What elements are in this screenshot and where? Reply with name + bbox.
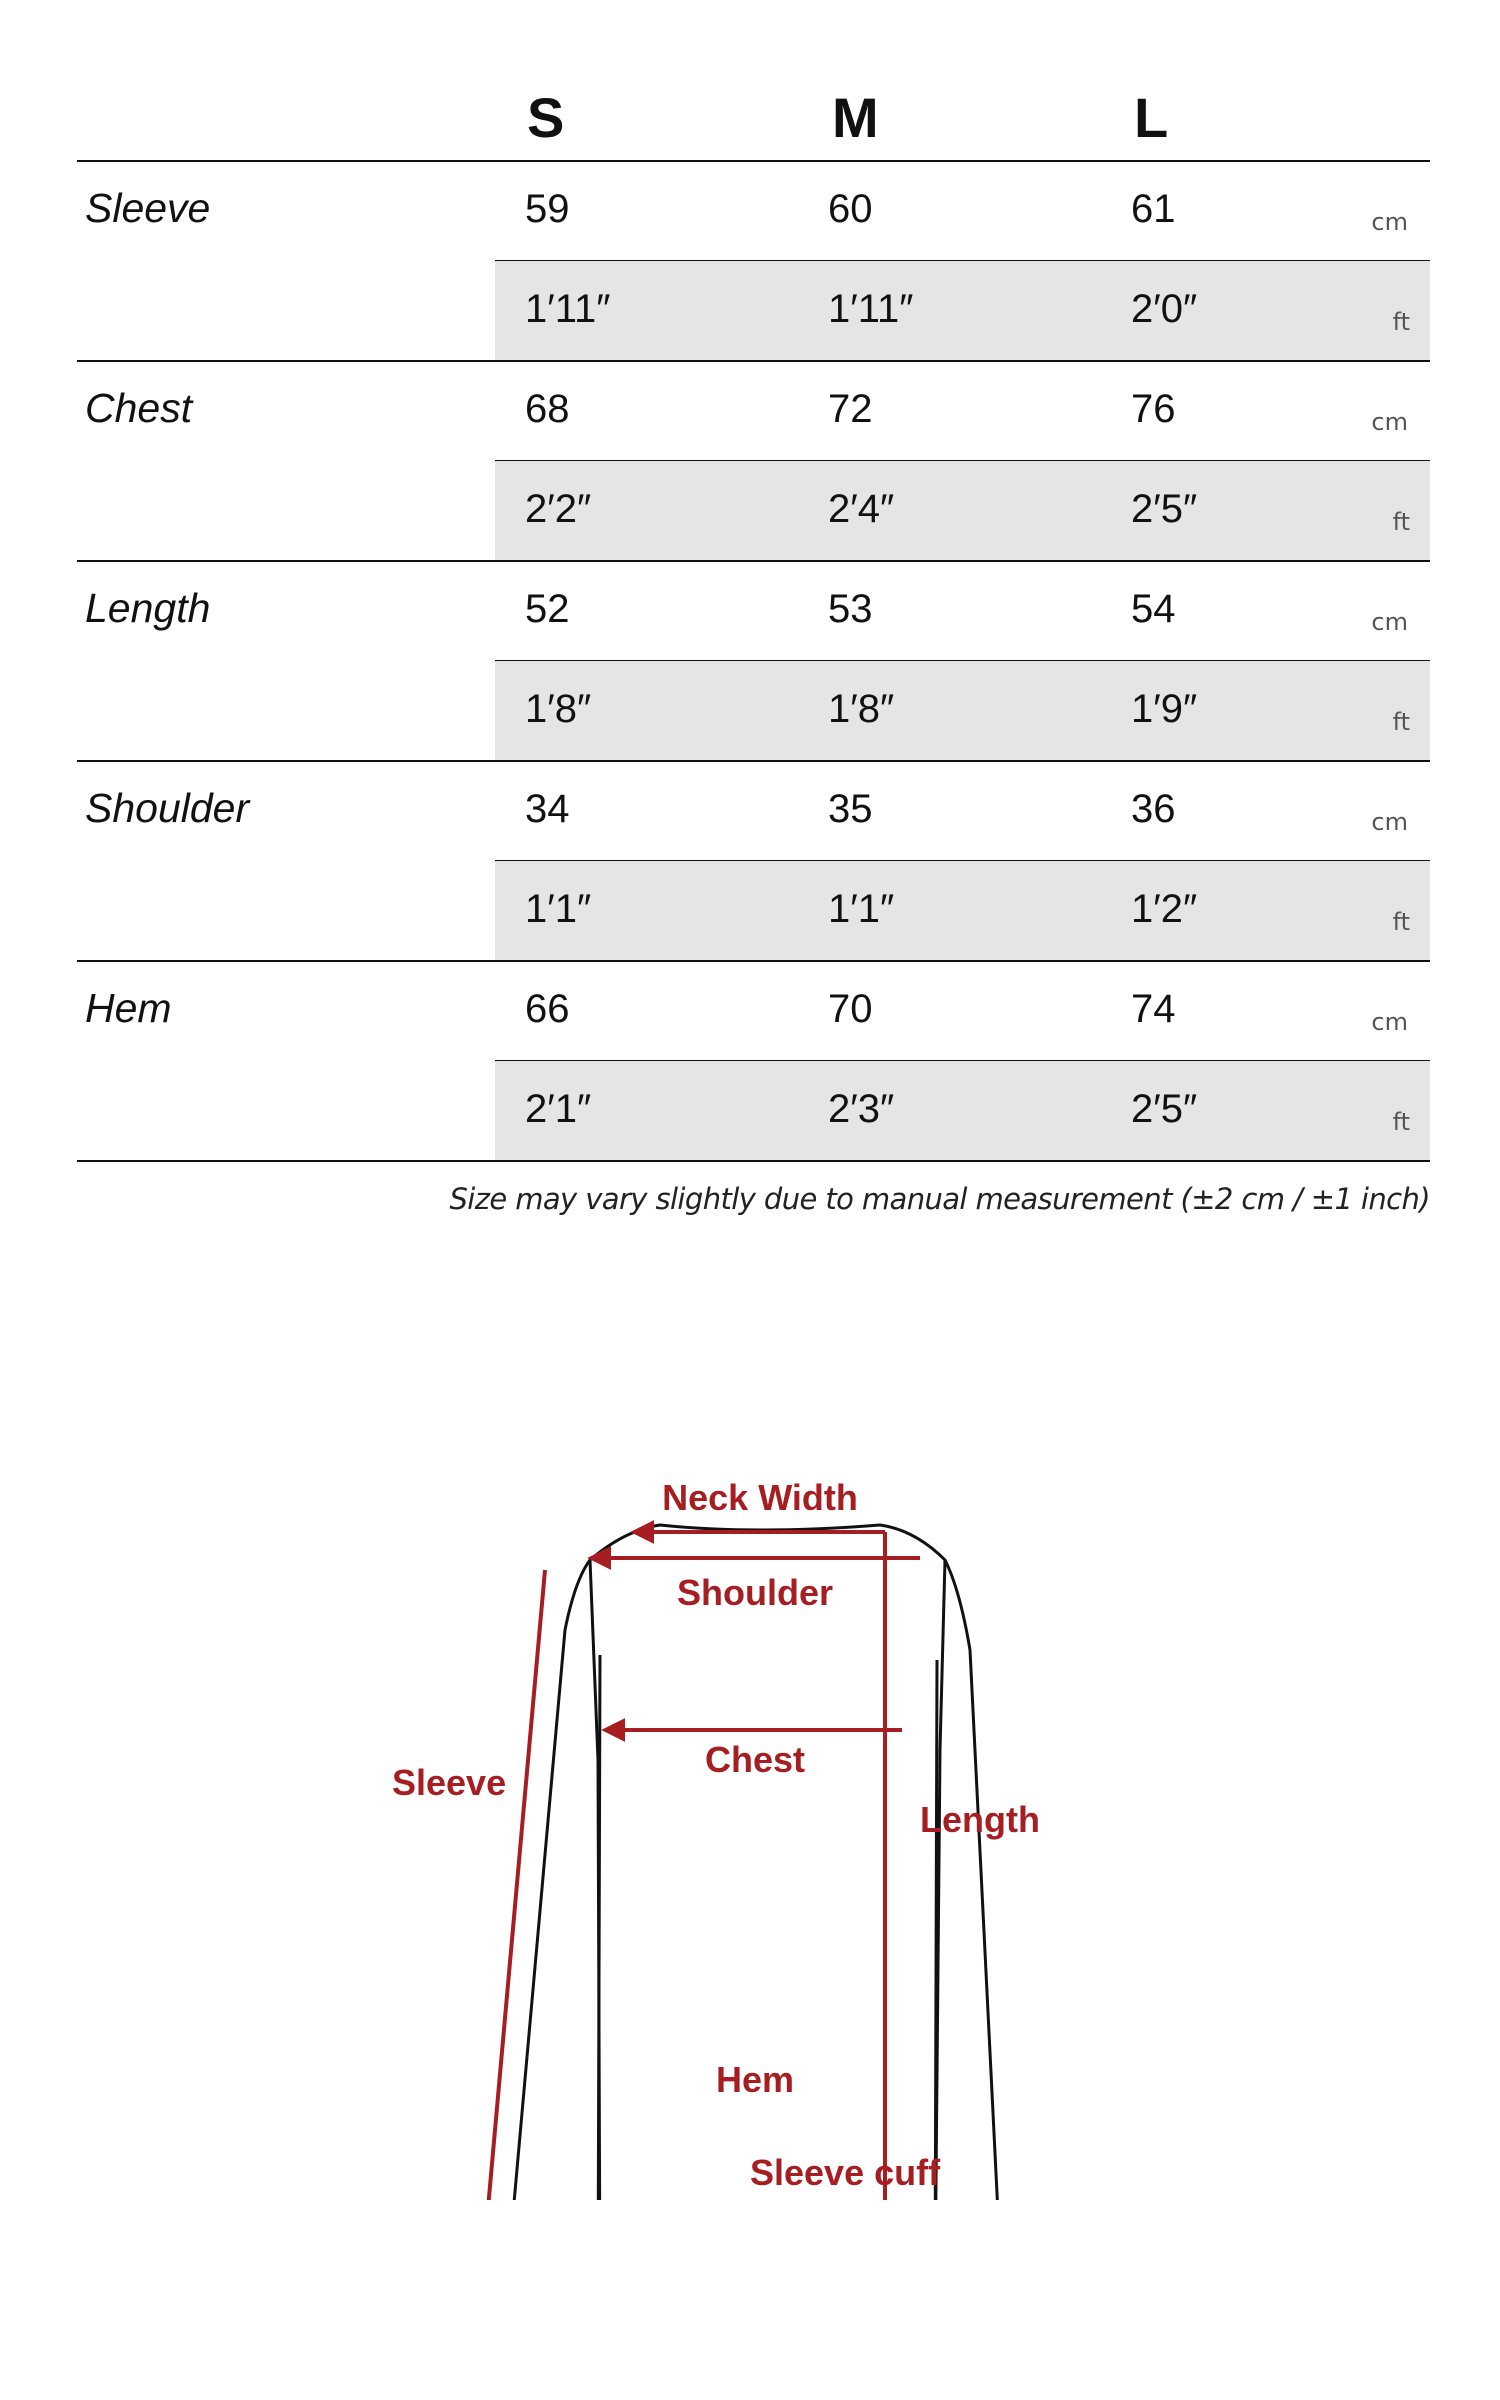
size-header-s: S [527, 86, 565, 149]
sleeve-cm-l: 61 [1131, 187, 1176, 231]
length-ft-s: 1′8″ [525, 687, 592, 731]
row-label-hem: Hem [85, 985, 172, 1031]
unit-ft-label: ft [1392, 508, 1410, 536]
hem-cm-s: 66 [525, 987, 570, 1031]
header-rule [77, 160, 1430, 162]
size-header-m: M [832, 86, 879, 149]
chest-ft-m: 2′4″ [828, 487, 895, 531]
unit-cm-label: cm [1371, 808, 1408, 836]
unit-ft-label: ft [1392, 708, 1410, 736]
row-label-shoulder: Shoulder [85, 785, 250, 831]
hem-label: Hem [715, 2059, 795, 2100]
row-rule [77, 760, 1430, 762]
right-sleeve-outline [918, 1560, 1010, 2200]
neck-width-label: Neck Width [662, 1477, 858, 1518]
sleeve-ft-l: 2′0″ [1131, 287, 1198, 331]
unit-cm-label: cm [1371, 408, 1408, 436]
sleeve-ft-s: 1′11″ [525, 287, 611, 331]
ft-band [495, 661, 1430, 760]
row-rule [77, 560, 1430, 562]
measurement-footnote: Size may vary slightly due to manual measurement (±2 cm / ±1 inch) [449, 1182, 1430, 1216]
hem-ft-l: 2′5″ [1131, 1087, 1198, 1131]
unit-ft-label: ft [1392, 908, 1410, 936]
sleeve-label: Sleeve [392, 1762, 507, 1803]
unit-cm-label: cm [1371, 1008, 1408, 1036]
sleeve-cm-m: 60 [828, 187, 873, 231]
unit-cm-label: cm [1371, 608, 1408, 636]
length-cm-s: 52 [525, 587, 570, 631]
shoulder-ft-l: 1′2″ [1131, 887, 1198, 931]
length-ft-l: 1′9″ [1131, 687, 1198, 731]
chest-ft-s: 2′2″ [525, 487, 592, 531]
ft-band [495, 461, 1430, 560]
row-rule [77, 360, 1430, 362]
sleeve-ft-m: 1′11″ [828, 287, 914, 331]
ft-band [495, 1061, 1430, 1160]
hem-cm-m: 70 [828, 987, 873, 1031]
length-cm-l: 54 [1131, 587, 1176, 631]
sleeve-arrow [470, 1570, 545, 2200]
shoulder-cm-m: 35 [828, 787, 873, 831]
sleeve-cm-s: 59 [525, 187, 570, 231]
unit-cm-label: cm [1371, 208, 1408, 236]
table-bottom-rule [77, 1160, 1430, 1162]
size-table [77, 60, 1430, 1216]
chest-ft-l: 2′5″ [1131, 487, 1198, 531]
row-label-length: Length [85, 585, 211, 631]
hem-cm-l: 74 [1131, 987, 1176, 1031]
size-header-l: L [1134, 86, 1169, 149]
ft-band [495, 261, 1430, 360]
row-label-chest: Chest [85, 385, 193, 431]
shoulder-label: Shoulder [676, 1572, 834, 1613]
chest-label: Chest [704, 1739, 806, 1780]
row-rule [77, 960, 1430, 962]
hem-ft-s: 2′1″ [525, 1087, 592, 1131]
chest-cm-m: 72 [828, 387, 873, 431]
sleeve-cuff-label: Sleeve cuff [750, 2152, 941, 2193]
shoulder-ft-m: 1′1″ [828, 887, 895, 931]
shoulder-cm-s: 34 [525, 787, 570, 831]
shoulder-cm-l: 36 [1131, 787, 1176, 831]
measurement-diagram [0, 1440, 1500, 2200]
hem-ft-m: 2′3″ [828, 1087, 895, 1131]
unit-ft-label: ft [1392, 308, 1410, 336]
length-cm-m: 53 [828, 587, 873, 631]
chest-cm-s: 68 [525, 387, 570, 431]
ft-band [495, 861, 1430, 960]
shoulder-ft-s: 1′1″ [525, 887, 592, 931]
unit-ft-label: ft [1392, 1108, 1410, 1136]
length-ft-m: 1′8″ [828, 687, 895, 731]
chest-cm-l: 76 [1131, 387, 1176, 431]
row-label-sleeve: Sleeve [85, 185, 211, 231]
length-label: Length [920, 1799, 1040, 1840]
